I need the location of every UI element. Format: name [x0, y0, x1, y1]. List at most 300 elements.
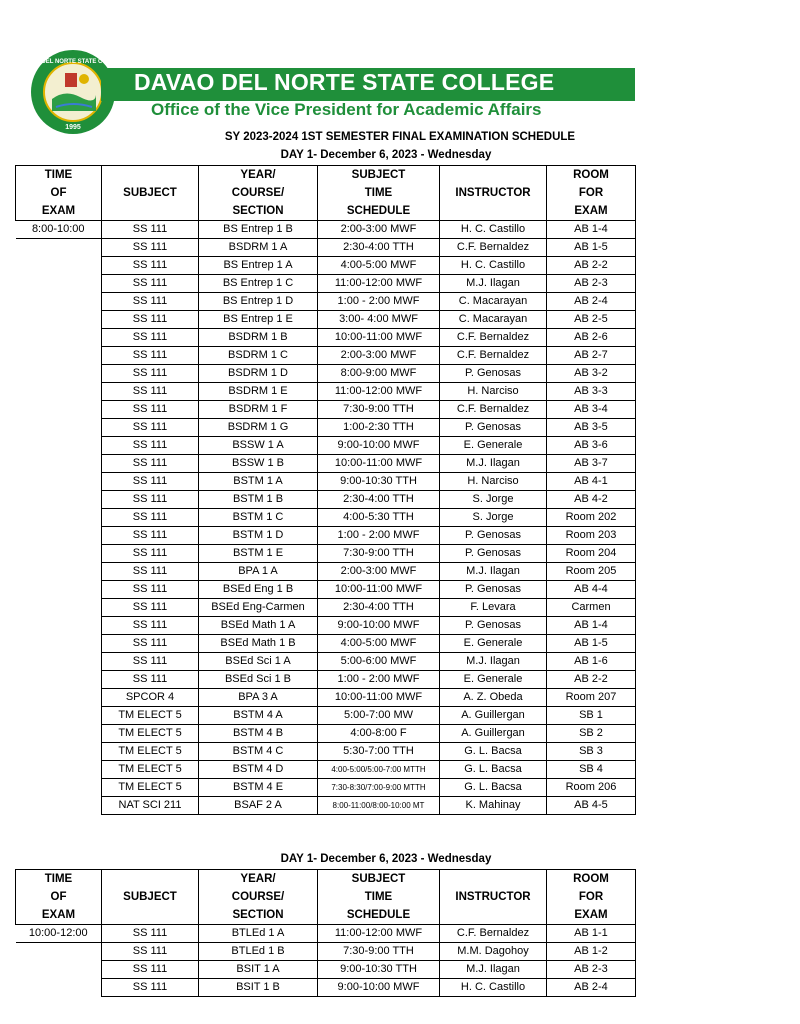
exam-time-cell-empty	[16, 761, 102, 779]
subject-cell: SS 111	[102, 275, 199, 293]
schedule-cell: 4:00-5:30 TTH	[318, 509, 440, 527]
table-header-1	[16, 166, 636, 221]
subject-cell: SS 111	[102, 653, 199, 671]
instructor-cell: M.M. Dagohoy	[440, 943, 547, 961]
table-row	[16, 925, 636, 943]
section-cell: BS Entrep 1 D	[199, 293, 318, 311]
section-cell: BS Entrep 1 B	[199, 221, 318, 239]
section-cell: BSEd Eng-Carmen	[199, 599, 318, 617]
header-time-line: OF	[50, 187, 67, 199]
schedule-cell: 2:30-4:00 TTH	[318, 599, 440, 617]
instructor-cell: K. Mahinay	[440, 797, 547, 815]
room-cell: AB 1-4	[547, 617, 636, 635]
section-cell: BSTM 1 D	[199, 527, 318, 545]
table-row	[16, 473, 636, 491]
schedule-cell: 1:00 - 2:00 MWF	[318, 527, 440, 545]
exam-time-cell-empty	[16, 437, 102, 455]
section-cell: BSEd Sci 1 A	[199, 653, 318, 671]
table-row	[16, 275, 636, 293]
room-cell: AB 1-5	[547, 239, 636, 257]
instructor-cell: C. Macarayan	[440, 293, 547, 311]
table-row	[16, 617, 636, 635]
instructor-cell: H. C. Castillo	[440, 257, 547, 275]
instructor-cell: A. Z. Obeda	[440, 689, 547, 707]
header-room-line: EXAM	[574, 205, 608, 217]
header-time-line: TIME	[44, 873, 73, 885]
exam-time-cell-empty	[16, 943, 102, 961]
exam-time-cell-empty	[16, 599, 102, 617]
subject-cell: SS 111	[102, 617, 199, 635]
exam-time-cell-empty	[16, 617, 102, 635]
subject-cell: SS 111	[102, 239, 199, 257]
exam-time-cell-empty	[16, 671, 102, 689]
section-cell: BSSW 1 B	[199, 455, 318, 473]
instructor-cell: G. L. Bacsa	[440, 779, 547, 797]
room-cell: Room 205	[547, 563, 636, 581]
section-cell: BSTM 1 B	[199, 491, 318, 509]
schedule-cell: 1:00-2:30 TTH	[318, 419, 440, 437]
header-schedule-line: SCHEDULE	[346, 909, 411, 921]
room-cell: AB 1-1	[547, 925, 636, 943]
section-cell: BPA 1 A	[199, 563, 318, 581]
schedule-cell: 8:00-11:00/8:00-10:00 MT	[318, 797, 440, 815]
exam-schedule-table-1	[15, 165, 636, 815]
schedule-cell: 2:30-4:00 TTH	[318, 239, 440, 257]
schedule-cell: 7:30-9:00 TTH	[318, 401, 440, 419]
table-row	[16, 961, 636, 979]
subject-cell: SS 111	[102, 365, 199, 383]
header-section-line: COURSE/	[231, 187, 285, 199]
table-row	[16, 743, 636, 761]
section-cell: BSDRM 1 E	[199, 383, 318, 401]
header-section-line: SECTION	[232, 909, 284, 921]
room-cell: AB 4-5	[547, 797, 636, 815]
section-cell: BSIT 1 A	[199, 961, 318, 979]
subject-cell: NAT SCI 211	[102, 797, 199, 815]
subject-cell: SS 111	[102, 473, 199, 491]
room-cell: SB 4	[547, 761, 636, 779]
schedule-cell: 4:00-5:00/5:00-7:00 MTTH	[318, 761, 440, 779]
exam-time-cell-empty	[16, 473, 102, 491]
exam-time-cell-empty	[16, 419, 102, 437]
section-cell: BSEd Eng 1 B	[199, 581, 318, 599]
seal-text: DAVAO DEL NORTE STATE COLLEGE	[18, 59, 128, 65]
instructor-cell: H. Narciso	[440, 383, 547, 401]
section-cell: BSDRM 1 D	[199, 365, 318, 383]
instructor-cell: P. Genosas	[440, 545, 547, 563]
exam-time-cell-empty	[16, 779, 102, 797]
exam-time-cell-empty	[16, 275, 102, 293]
table-row	[16, 509, 636, 527]
schedule-cell: 9:00-10:30 TTH	[318, 473, 440, 491]
instructor-cell: P. Genosas	[440, 581, 547, 599]
table-row	[16, 221, 636, 239]
instructor-cell: C.F. Bernaldez	[440, 347, 547, 365]
schedule-cell: 10:00-11:00 MWF	[318, 689, 440, 707]
schedule-cell: 2:00-3:00 MWF	[318, 347, 440, 365]
exam-time-cell-empty	[16, 545, 102, 563]
subject-cell: SS 111	[102, 925, 199, 943]
header-schedule-line: TIME	[364, 891, 393, 903]
room-cell: AB 3-3	[547, 383, 636, 401]
subject-cell: SS 111	[102, 293, 199, 311]
header-subject	[102, 870, 199, 925]
table-row	[16, 365, 636, 383]
schedule-cell: 4:00-5:00 MWF	[318, 635, 440, 653]
subject-cell: SS 111	[102, 581, 199, 599]
header-section-line: SECTION	[232, 205, 284, 217]
subject-cell: SS 111	[102, 599, 199, 617]
room-cell: AB 3-7	[547, 455, 636, 473]
room-cell: AB 3-2	[547, 365, 636, 383]
section-cell: BS Entrep 1 E	[199, 311, 318, 329]
header-instructor-label: INSTRUCTOR	[455, 891, 531, 903]
exam-schedule-table-2	[15, 869, 636, 997]
subject-cell: SS 111	[102, 347, 199, 365]
header-time-line: EXAM	[41, 205, 76, 217]
room-cell: AB 2-6	[547, 329, 636, 347]
instructor-cell: M.J. Ilagan	[440, 653, 547, 671]
subject-cell: TM ELECT 5	[102, 761, 199, 779]
exam-time-cell-empty	[16, 707, 102, 725]
schedule-cell: 7:30-8:30/7:00-9:00 MTTH	[318, 779, 440, 797]
subject-cell: SS 111	[102, 527, 199, 545]
subject-cell: SS 111	[102, 961, 199, 979]
subject-cell: SS 111	[102, 943, 199, 961]
day-label-1: DAY 1- December 6, 2023 - Wednesday	[280, 149, 492, 161]
subject-cell: SS 111	[102, 455, 199, 473]
table-row	[16, 545, 636, 563]
header-time	[16, 166, 102, 221]
room-cell: AB 2-3	[547, 275, 636, 293]
subject-cell: SS 111	[102, 419, 199, 437]
exam-time-cell-empty	[16, 257, 102, 275]
subject-cell: SS 111	[102, 545, 199, 563]
section-cell: BTLEd 1 A	[199, 925, 318, 943]
section-cell: BSDRM 1 F	[199, 401, 318, 419]
schedule-cell: 1:00 - 2:00 MWF	[318, 293, 440, 311]
section-cell: BSTM 1 A	[199, 473, 318, 491]
exam-time-cell-empty	[16, 725, 102, 743]
table-row	[16, 419, 636, 437]
room-cell: SB 2	[547, 725, 636, 743]
table-row	[16, 689, 636, 707]
table-header-2	[16, 870, 636, 925]
section-cell: BSDRM 1 B	[199, 329, 318, 347]
room-cell: AB 1-6	[547, 653, 636, 671]
room-cell: AB 3-4	[547, 401, 636, 419]
header-subject	[102, 166, 199, 221]
header-schedule-line: SUBJECT	[351, 169, 406, 181]
exam-time-cell-empty	[16, 527, 102, 545]
subject-cell: SS 111	[102, 437, 199, 455]
room-cell: SB 1	[547, 707, 636, 725]
schedule-cell: 10:00-11:00 MWF	[318, 455, 440, 473]
instructor-cell: G. L. Bacsa	[440, 743, 547, 761]
section-cell: BSSW 1 A	[199, 437, 318, 455]
header-room-line: FOR	[578, 891, 604, 903]
section-cell: BSDRM 1 G	[199, 419, 318, 437]
table-row	[16, 635, 636, 653]
header-room	[547, 166, 636, 221]
table-row	[16, 671, 636, 689]
table-row	[16, 599, 636, 617]
subject-cell: SS 111	[102, 329, 199, 347]
table-row	[16, 383, 636, 401]
exam-time-cell-empty	[16, 311, 102, 329]
section-cell: BS Entrep 1 C	[199, 275, 318, 293]
room-cell: AB 2-7	[547, 347, 636, 365]
room-cell: Carmen	[547, 599, 636, 617]
room-cell: AB 2-2	[547, 671, 636, 689]
section-cell: BPA 3 A	[199, 689, 318, 707]
exam-time-cell-empty	[16, 347, 102, 365]
section-cell: BSTM 1 E	[199, 545, 318, 563]
table-row	[16, 455, 636, 473]
room-cell: AB 4-2	[547, 491, 636, 509]
schedule-cell: 8:00-9:00 MWF	[318, 365, 440, 383]
header-instructor	[440, 166, 547, 221]
instructor-cell: H. C. Castillo	[440, 979, 547, 997]
instructor-cell: S. Jorge	[440, 491, 547, 509]
instructor-cell: C. Macarayan	[440, 311, 547, 329]
room-cell: AB 2-5	[547, 311, 636, 329]
subject-cell: SS 111	[102, 221, 199, 239]
table-row	[16, 257, 636, 275]
schedule-cell: 1:00 - 2:00 MWF	[318, 671, 440, 689]
table-row	[16, 761, 636, 779]
exam-time-cell-empty	[16, 743, 102, 761]
subject-cell: TM ELECT 5	[102, 707, 199, 725]
subject-cell: SS 111	[102, 311, 199, 329]
table-row	[16, 311, 636, 329]
exam-time-cell-empty	[16, 581, 102, 599]
room-cell: Room 204	[547, 545, 636, 563]
exam-time-cell-empty	[16, 329, 102, 347]
table-row	[16, 527, 636, 545]
instructor-cell: H. Narciso	[440, 473, 547, 491]
subject-cell: SS 111	[102, 671, 199, 689]
section-cell: BSTM 4 A	[199, 707, 318, 725]
exam-time-cell-empty	[16, 653, 102, 671]
header-subject-label: SUBJECT	[123, 187, 177, 199]
schedule-cell: 5:00-6:00 MWF	[318, 653, 440, 671]
schedule-cell: 9:00-10:00 MWF	[318, 617, 440, 635]
subject-cell: SS 111	[102, 509, 199, 527]
header-row	[16, 870, 636, 925]
schedule-cell: 3:00- 4:00 MWF	[318, 311, 440, 329]
instructor-cell: A. Guillergan	[440, 707, 547, 725]
table-row	[16, 943, 636, 961]
header-room-line: ROOM	[573, 873, 609, 885]
header-schedule-line: SUBJECT	[351, 873, 406, 885]
section-cell: BSTM 4 B	[199, 725, 318, 743]
section-cell: BSDRM 1 C	[199, 347, 318, 365]
subject-cell: TM ELECT 5	[102, 743, 199, 761]
schedule-cell: 9:00-10:00 MWF	[318, 437, 440, 455]
schedule-cell: 11:00-12:00 MWF	[318, 275, 440, 293]
subject-cell: SS 111	[102, 979, 199, 997]
schedule-cell: 5:00-7:00 MW	[318, 707, 440, 725]
table-row	[16, 725, 636, 743]
instructor-cell: G. L. Bacsa	[440, 761, 547, 779]
section-cell: BSEd Sci 1 B	[199, 671, 318, 689]
room-cell: AB 4-1	[547, 473, 636, 491]
college-name: DAVAO DEL NORTE STATE COLLEGE	[134, 69, 555, 95]
instructor-cell: C.F. Bernaldez	[440, 925, 547, 943]
table-row	[16, 437, 636, 455]
header-section	[199, 166, 318, 221]
room-cell: AB 2-2	[547, 257, 636, 275]
instructor-cell: E. Generale	[440, 437, 547, 455]
room-cell: AB 3-5	[547, 419, 636, 437]
table-body-1	[16, 221, 636, 815]
header-schedule	[318, 166, 440, 221]
exam-time-cell-empty	[16, 293, 102, 311]
seal-year: 1995	[65, 124, 81, 131]
section-cell: BSDRM 1 A	[199, 239, 318, 257]
header-time	[16, 870, 102, 925]
instructor-cell: M.J. Ilagan	[440, 563, 547, 581]
section-cell: BSEd Math 1 B	[199, 635, 318, 653]
header-instructor-label: INSTRUCTOR	[455, 187, 531, 199]
room-cell: Room 203	[547, 527, 636, 545]
section-cell: BSIT 1 B	[199, 979, 318, 997]
section-cell: BTLEd 1 B	[199, 943, 318, 961]
exam-time-cell: 8:00-10:00	[16, 221, 102, 239]
table-row	[16, 779, 636, 797]
header-room	[547, 870, 636, 925]
section-cell: BS Entrep 1 A	[199, 257, 318, 275]
table-row	[16, 979, 636, 997]
header-time-line: OF	[50, 891, 67, 903]
room-cell: AB 1-5	[547, 635, 636, 653]
schedule-cell: 9:00-10:30 TTH	[318, 961, 440, 979]
table-row	[16, 581, 636, 599]
instructor-cell: S. Jorge	[440, 509, 547, 527]
schedule-cell: 10:00-11:00 MWF	[318, 581, 440, 599]
instructor-cell: F. Levara	[440, 599, 547, 617]
instructor-cell: E. Generale	[440, 671, 547, 689]
header-instructor	[440, 870, 547, 925]
header-schedule-line: SCHEDULE	[346, 205, 411, 217]
subject-cell: SS 111	[102, 563, 199, 581]
schedule-cell: 7:30-9:00 TTH	[318, 943, 440, 961]
subject-cell: SS 111	[102, 383, 199, 401]
exam-time-cell-empty	[16, 689, 102, 707]
exam-time-cell-empty	[16, 635, 102, 653]
schedule-cell: 2:30-4:00 TTH	[318, 491, 440, 509]
table-row	[16, 797, 636, 815]
exam-time-cell-empty	[16, 383, 102, 401]
table-row	[16, 707, 636, 725]
subject-cell: TM ELECT 5	[102, 725, 199, 743]
exam-time-cell-empty	[16, 365, 102, 383]
room-cell: Room 206	[547, 779, 636, 797]
subject-cell: SS 111	[102, 257, 199, 275]
instructor-cell: P. Genosas	[440, 617, 547, 635]
room-cell: SB 3	[547, 743, 636, 761]
section-cell: BSAF 2 A	[199, 797, 318, 815]
instructor-cell: A. Guillergan	[440, 725, 547, 743]
instructor-cell: M.J. Ilagan	[440, 275, 547, 293]
section-cell: BSTM 1 C	[199, 509, 318, 527]
section-cell: BSTM 4 C	[199, 743, 318, 761]
header-section	[199, 870, 318, 925]
room-cell: AB 1-4	[547, 221, 636, 239]
exam-time-cell-empty	[16, 455, 102, 473]
header-section-line: COURSE/	[231, 891, 285, 903]
schedule-cell: 9:00-10:00 MWF	[318, 979, 440, 997]
schedule-cell: 5:30-7:00 TTH	[318, 743, 440, 761]
room-cell: AB 1-2	[547, 943, 636, 961]
exam-time-cell-empty	[16, 401, 102, 419]
instructor-cell: P. Genosas	[440, 419, 547, 437]
room-cell: AB 2-4	[547, 979, 636, 997]
exam-time-cell-empty	[16, 509, 102, 527]
exam-time-cell-empty	[16, 491, 102, 509]
table-row	[16, 293, 636, 311]
instructor-cell: C.F. Bernaldez	[440, 329, 547, 347]
room-cell: AB 3-6	[547, 437, 636, 455]
schedule-cell: 2:00-3:00 MWF	[318, 563, 440, 581]
exam-time-cell-empty	[16, 979, 102, 997]
header-room-line: ROOM	[573, 169, 609, 181]
table-row	[16, 491, 636, 509]
header-room-line: EXAM	[574, 909, 608, 921]
section-cell: BSTM 4 D	[199, 761, 318, 779]
header-subject-label: SUBJECT	[123, 891, 177, 903]
table-row	[16, 563, 636, 581]
header-row	[16, 166, 636, 221]
room-cell: Room 202	[547, 509, 636, 527]
schedule-cell: 11:00-12:00 MWF	[318, 383, 440, 401]
exam-time-cell-empty	[16, 797, 102, 815]
header-time-line: TIME	[44, 169, 73, 181]
schedule-title: SY 2023-2024 1ST SEMESTER FINAL EXAMINATION SCHEDULE	[224, 131, 576, 143]
header-section-line: YEAR/	[240, 169, 276, 181]
subject-cell: SS 111	[102, 491, 199, 509]
room-cell: AB 2-4	[547, 293, 636, 311]
instructor-cell: P. Genosas	[440, 527, 547, 545]
header-room-line: FOR	[578, 187, 604, 199]
table-row	[16, 347, 636, 365]
schedule-cell: 7:30-9:00 TTH	[318, 545, 440, 563]
header-section-line: YEAR/	[240, 873, 276, 885]
instructor-cell: C.F. Bernaldez	[440, 239, 547, 257]
room-cell: Room 207	[547, 689, 636, 707]
instructor-cell: M.J. Ilagan	[440, 961, 547, 979]
schedule-cell: 11:00-12:00 MWF	[318, 925, 440, 943]
instructor-cell: P. Genosas	[440, 365, 547, 383]
subject-cell: SS 111	[102, 401, 199, 419]
table-row	[16, 329, 636, 347]
table-body-2	[16, 925, 636, 997]
exam-time-cell-empty	[16, 563, 102, 581]
room-cell: AB 2-3	[547, 961, 636, 979]
header-schedule	[318, 870, 440, 925]
day-label-2: DAY 1- December 6, 2023 - Wednesday	[280, 853, 492, 865]
schedule-cell: 10:00-11:00 MWF	[318, 329, 440, 347]
section-cell: BSTM 4 E	[199, 779, 318, 797]
header-time-line: EXAM	[41, 909, 76, 921]
table-row	[16, 653, 636, 671]
schedule-cell: 4:00-5:00 MWF	[318, 257, 440, 275]
exam-time-cell: 10:00-12:00	[16, 925, 102, 943]
subject-cell: TM ELECT 5	[102, 779, 199, 797]
exam-time-cell-empty	[16, 239, 102, 257]
table-row	[16, 239, 636, 257]
